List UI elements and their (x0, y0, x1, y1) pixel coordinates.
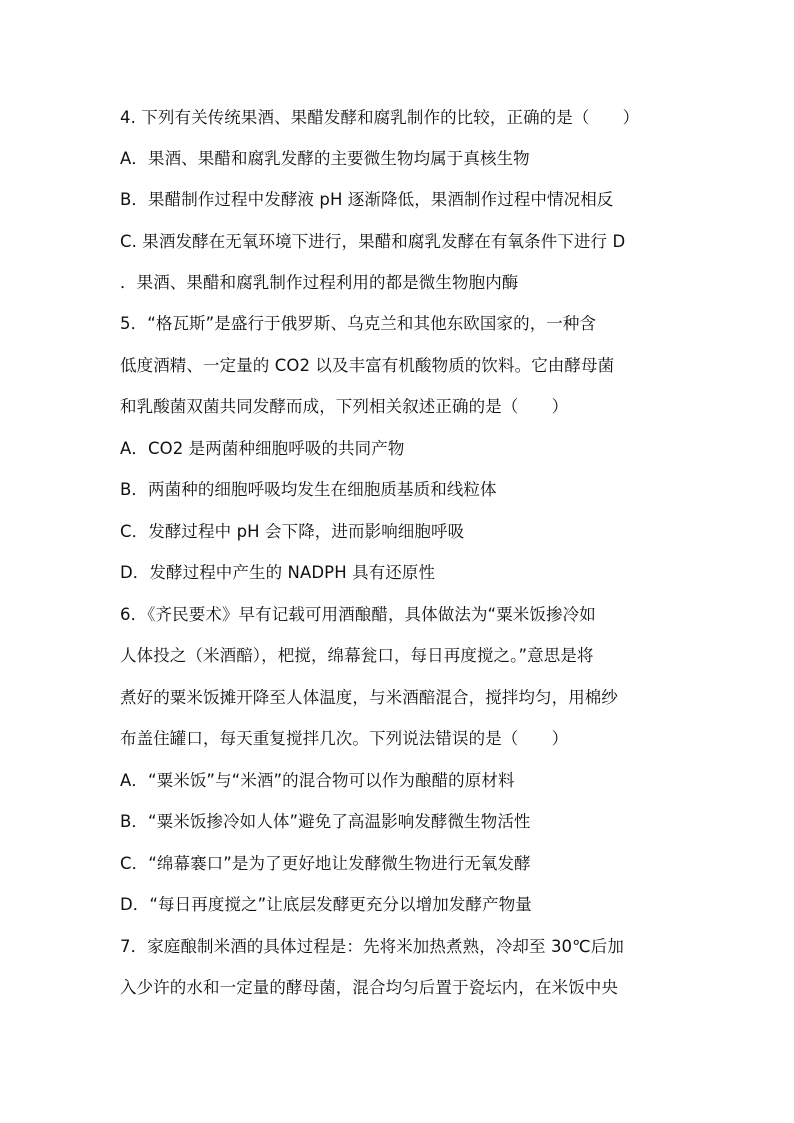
question-4-option-d: ．果酒、果醋和腐乳制作过程利用的都是微生物胞内酶 (120, 273, 519, 292)
question-5-option-b: B．两菌种的细胞呼吸均发生在细胞质基质和线粒体 (120, 480, 497, 499)
question-6-stem-line-4: 布盖住罐口，每天重复搅拌几次。下列说法错误的是（ ） (120, 729, 569, 748)
question-5-option-a: A．CO2 是两菌种细胞呼吸的共同产物 (120, 439, 405, 458)
question-6-option-d: D．“每日再度搅之”让底层发酵更充分以增加发酵产物量 (120, 895, 532, 914)
question-6-stem-line-2: 人体投之（米酒醅），杷搅，绵幕瓮口，每日再度搅之。”意思是将 (120, 646, 594, 665)
question-6-stem-line-1: 6．《齐民要术》早有记载可用酒酿醋，具体做法为“粟米饭掺冷如 (120, 605, 596, 624)
question-5-option-c: C．发酵过程中 pH 会下降，进而影响细胞呼吸 (120, 522, 465, 541)
question-5-option-d: D．发酵过程中产生的 NADPH 具有还原性 (120, 563, 436, 582)
question-4-stem: 4. 下列有关传统果酒、果醋发酵和腐乳制作的比较，正确的是（ ） (120, 108, 640, 127)
question-4-option-b: B．果醋制作过程中发酵液 pH 逐渐降低，果酒制作过程中情况相反 (120, 190, 614, 209)
question-6-option-b: B．“粟米饭掺冷如人体”避免了高温影响发酵微生物活性 (120, 812, 531, 831)
question-5-stem-line-2: 低度酒精、一定量的 CO2 以及丰富有机酸物质的饮料。它由酵母菌 (120, 356, 615, 375)
question-5-stem-line-3: 和乳酸菌双菌共同发酵而成，下列相关叙述正确的是（ ） (120, 397, 569, 416)
question-6-option-a: A．“粟米饭”与“米酒”的混合物可以作为酿醋的原材料 (120, 771, 515, 790)
question-7-stem-line-2: 入少许的水和一定量的酵母菌，混合均匀后置于瓷坛内，在米饭中央 (120, 978, 618, 997)
question-4-option-a: A．果酒、果醋和腐乳发酵的主要微生物均属于真核生物 (120, 149, 530, 168)
question-4-option-c: C. 果酒发酵在无氧环境下进行，果醋和腐乳发酵在有氧条件下进行 D (120, 232, 626, 251)
question-6-stem-line-3: 煮好的粟米饭摊开降至人体温度，与米酒醅混合，搅拌均匀，用棉纱 (120, 688, 618, 707)
question-6-option-c: C．“绵幕褰口”是为了更好地让发酵微生物进行无氧发酵 (120, 854, 531, 873)
question-7-stem-line-1: 7．家庭酿制米酒的具体过程是：先将米加热煮熟，冷却至 30℃后加 (120, 937, 624, 956)
question-5-stem-line-1: 5．“格瓦斯”是盛行于俄罗斯、乌克兰和其他东欧国家的，一种含 (120, 314, 597, 333)
